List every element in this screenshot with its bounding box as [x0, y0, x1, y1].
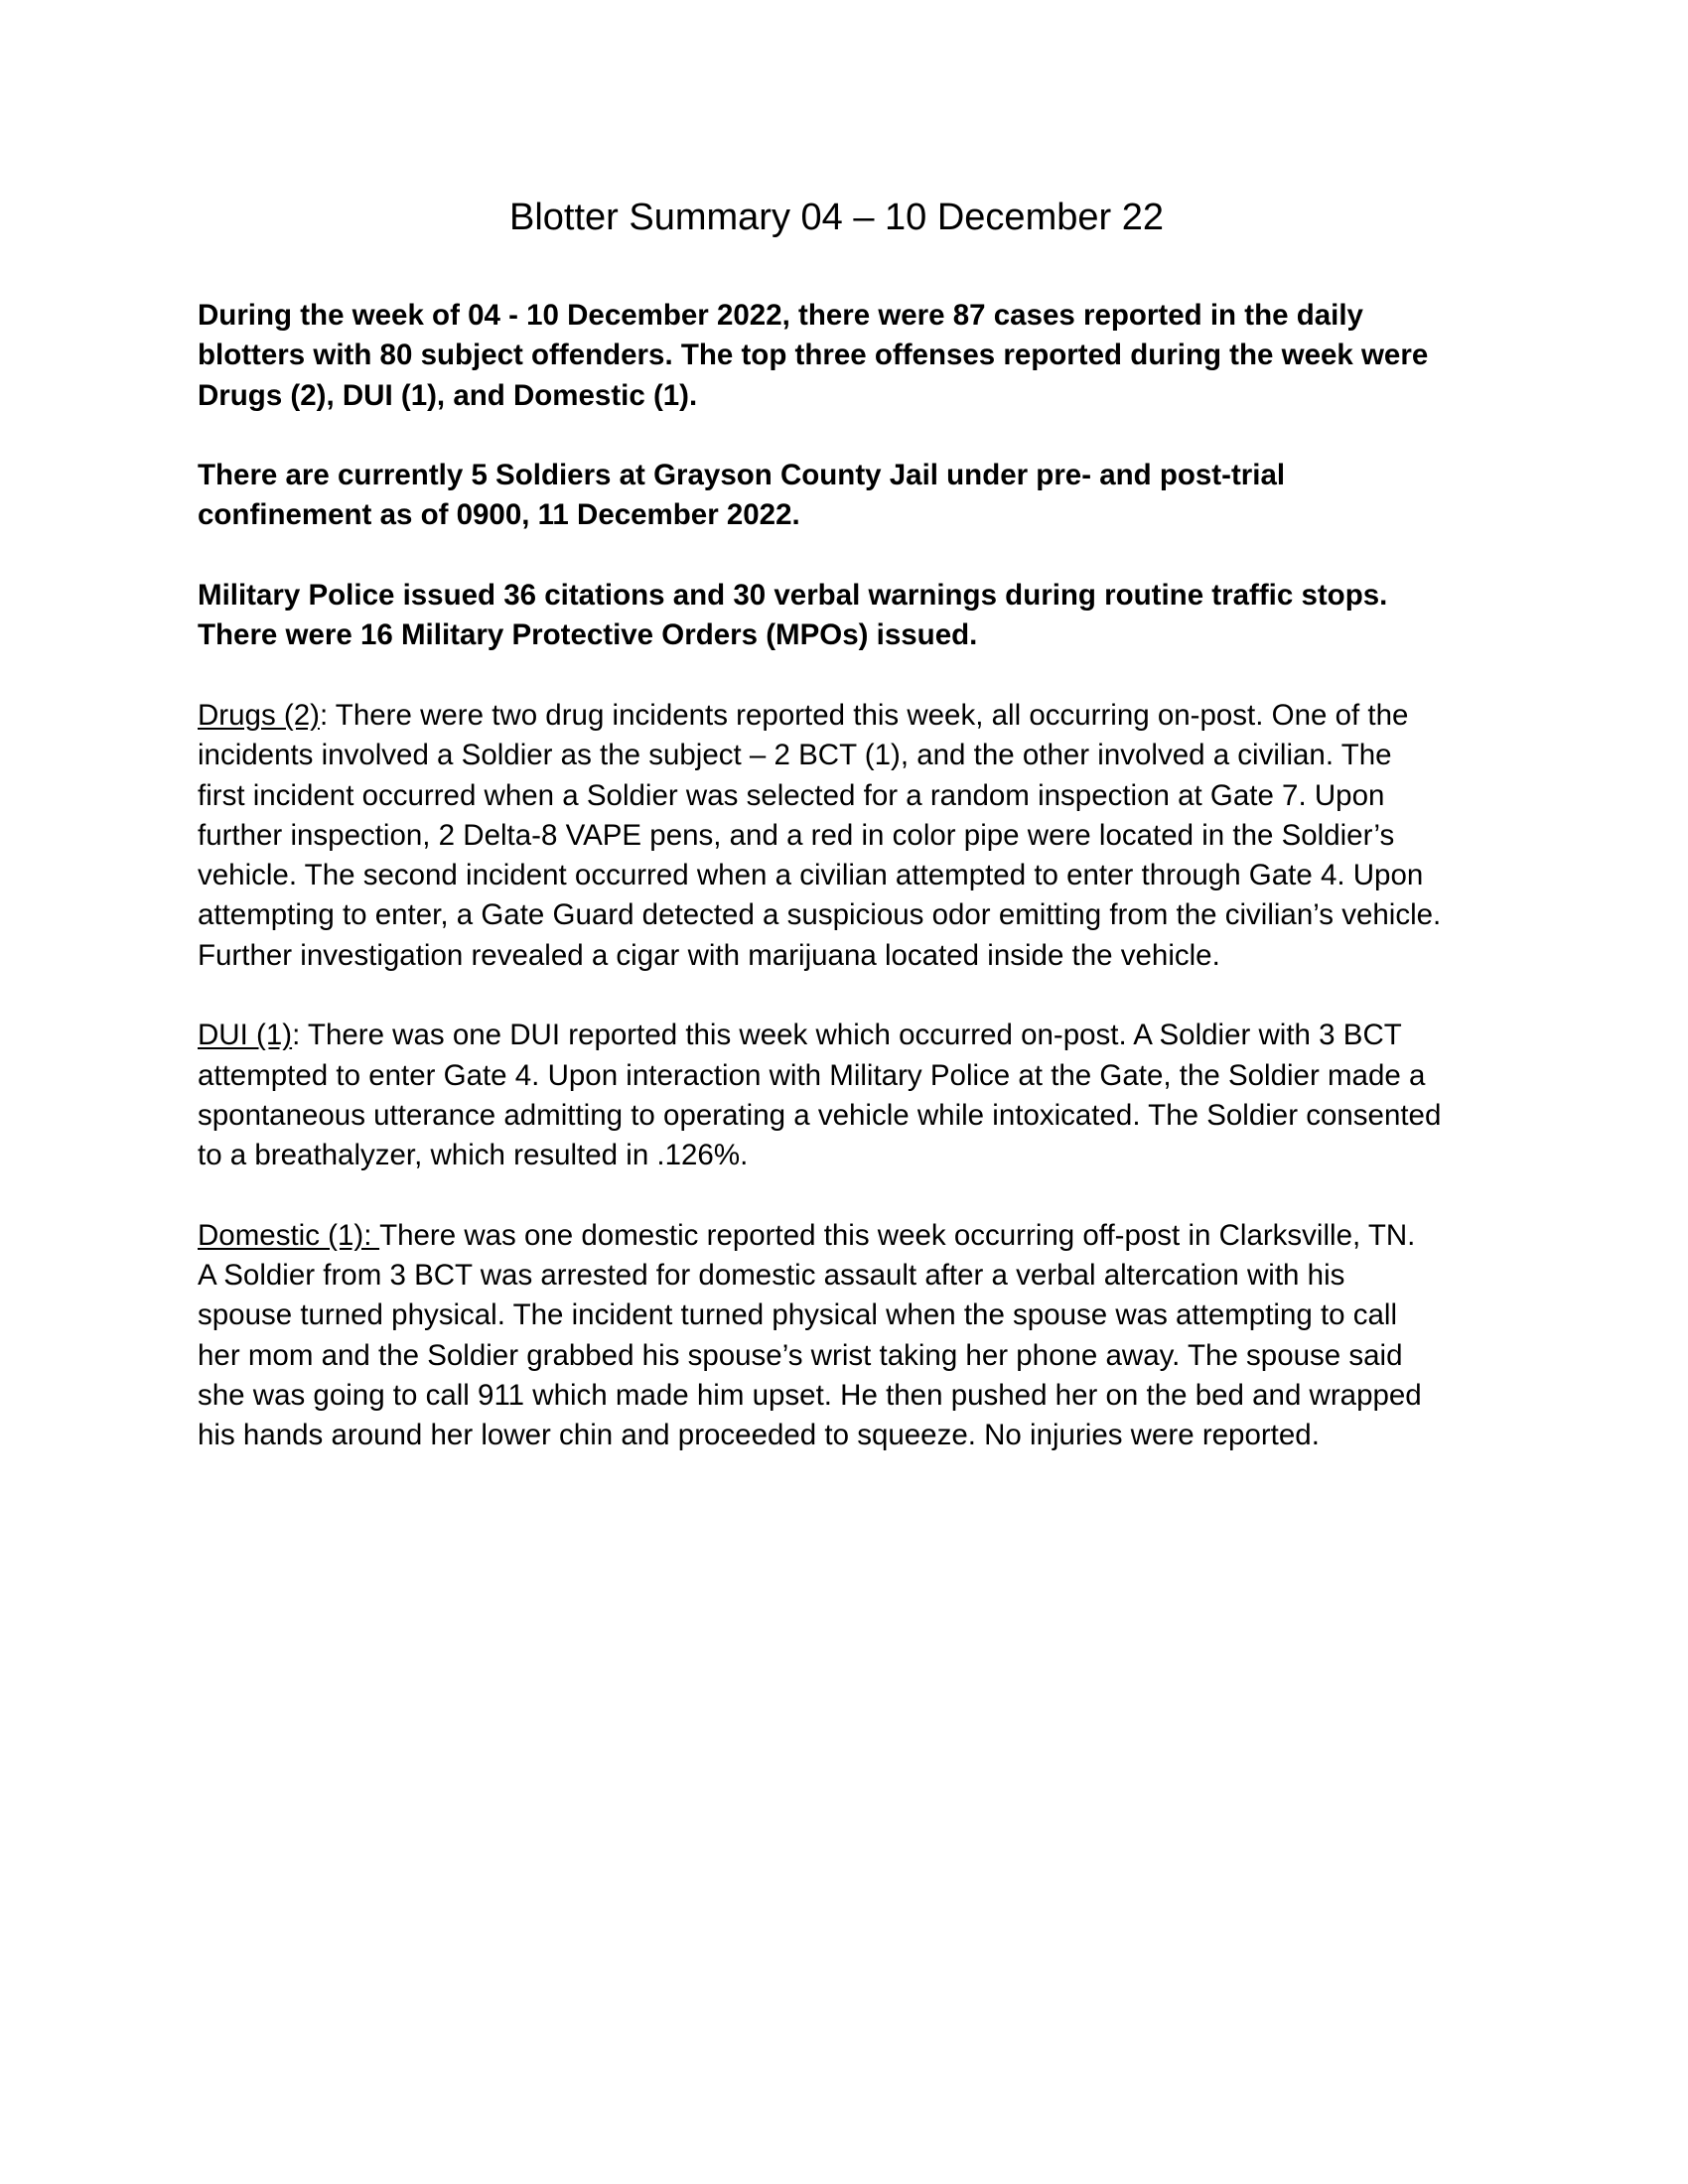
page-title: Blotter Summary 04 – 10 December 22: [509, 197, 1164, 238]
text-line: attempting to enter, a Gate Guard detected a suspicious odor emitting from the civilian’s vehicle.: [198, 898, 1442, 932]
text-line: spouse turned physical. The incident turned physical when the spouse was attempting to call: [198, 1298, 1398, 1332]
text-line: her mom and the Soldier grabbed his spouse’s wrist taking her phone away. The spouse said: [198, 1338, 1403, 1372]
text-line: Military Police issued 36 citations and 30 verbal warnings during routine traffic stops.: [198, 579, 1388, 613]
text-line: vehicle. The second incident occurred when a civilian attempted to enter through Gate 4. Upon: [198, 859, 1424, 892]
text-line: : There was one DUI reported this week which occurred on-post. A Soldier with 3 BCT: [292, 1019, 1402, 1052]
incident-dui: [198, 1016, 1508, 1175]
document-body: [198, 296, 1508, 1496]
incident-label: Drugs (2): [198, 698, 320, 732]
text-line: During the week of 04 - 10 December 2022, there were 87 cases reported in the daily: [198, 299, 1363, 332]
text-line: : There were two drug incidents reported this week, all occurring on-post. One of the: [319, 698, 1409, 732]
text-line: A Soldier from 3 BCT was arrested for domestic assault after a verbal altercation with his: [198, 1259, 1345, 1293]
text-line: spontaneous utterance admitting to operating a vehicle while intoxicated. The Soldier consented: [198, 1098, 1442, 1132]
incident-drugs: [198, 696, 1508, 976]
text-line: Further investigation revealed a cigar with marijuana located inside the vehicle.: [198, 938, 1220, 972]
incident-label: Domestic (1):: [198, 1218, 380, 1252]
text-line: his hands around her lower chin and proceeded to squeeze. No injuries were reported.: [198, 1419, 1320, 1452]
incident-domestic: [198, 1216, 1508, 1456]
text-line: confinement as of 0900, 11 December 2022.: [198, 498, 800, 532]
text-line: There were 16 Military Protective Orders (MPOs) issued.: [198, 618, 978, 652]
summary-traffic: [198, 576, 1508, 656]
text-line: incidents involved a Soldier as the subject – 2 BCT (1), and the other involved a civilian. The: [198, 739, 1392, 772]
text-line: blotters with 80 subject offenders. The top three offenses reported during the week were: [198, 339, 1429, 372]
incident-label: DUI (1): [198, 1019, 293, 1052]
text-line: first incident occurred when a Soldier was selected for a random inspection at Gate 7. Upon: [198, 778, 1385, 812]
text-line: There are currently 5 Soldiers at Grayson County Jail under pre- and post-trial: [198, 459, 1286, 492]
text-line: further inspection, 2 Delta-8 VAPE pens, and a red in color pipe were located in the Soldier’s: [198, 818, 1395, 852]
text-line: to a breathalyzer, which resulted in .126%.: [198, 1139, 749, 1172]
summary-confinement: [198, 456, 1508, 536]
text-line: attempted to enter Gate 4. Upon interaction with Military Police at the Gate, the Soldier made a: [198, 1058, 1426, 1092]
text-line: she was going to call 911 which made him upset. He then pushed her on the bed and wrapped: [198, 1379, 1422, 1413]
summary-cases: [198, 296, 1508, 416]
text-line: There was one domestic reported this week occurring off-post in Clarksville, TN.: [379, 1218, 1416, 1252]
text-line: Drugs (2), DUI (1), and Domestic (1).: [198, 378, 698, 412]
